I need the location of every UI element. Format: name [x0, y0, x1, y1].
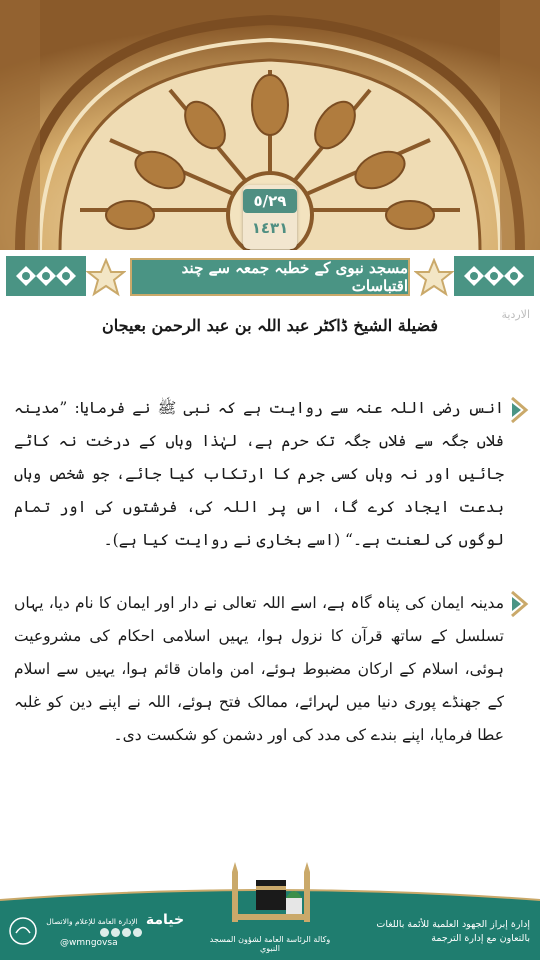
- chevron-right-icon: [510, 396, 530, 424]
- social-handle[interactable]: @wmngovsa: [60, 938, 118, 948]
- chevron-right-icon: [510, 590, 530, 618]
- page-title: مسجد نبوی کے خطبہ جمعہ سے چند اقتباسات: [130, 258, 410, 296]
- footer-media-text: الإدارة العامة للإعلام والاتصال: [46, 917, 138, 926]
- calligraphy-seal-logo: [8, 916, 38, 946]
- social-icons: [100, 928, 142, 937]
- hijri-year: ١٤٣١: [251, 219, 289, 237]
- twitter-icon[interactable]: [100, 928, 109, 937]
- footer-organization-text: [350, 918, 530, 946]
- snapchat-icon[interactable]: [133, 928, 142, 937]
- paragraph-hadith: انس رضی اللہ عنہ سے روایت ہے کہ نبی ﷺ نے فرمایا: ”مدینہ فلاں جگہ سے فلاں جگہ تک حرم ہے، لہٰذا وہاں کے درخت نہ کاٹے جائیں اور نہ وہاں کسی جرم کا ارتکاب کیا جائے، جو شخص وہاں بدعت ایجاد کرے گا، اس پر اللہ کی، فرشتوں کی اور تمام لوگوں کی لعنت ہے۔“ (اسے بخاری نے روایت کیا ہے)۔: [14, 399, 504, 549]
- star-ornament-right: [414, 258, 454, 298]
- date-badge: [243, 185, 297, 249]
- footer-presidency-text: وكالة الرئاسة العامة لشؤون المسجد النبوي: [209, 935, 331, 953]
- instagram-icon[interactable]: [111, 928, 120, 937]
- star-ornament-left: [86, 258, 126, 298]
- hijri-date: ٥/٢٩: [243, 189, 297, 213]
- mosque-emblem-logo: [228, 862, 314, 934]
- speaker-name: فضیلة الشیخ ڈاکٹر عبد اللہ بن عبد الرحمن بعیجان: [102, 316, 438, 335]
- youtube-icon[interactable]: [122, 928, 131, 937]
- language-tag: الاردية: [501, 308, 530, 321]
- footer-line-1: إدارة إبراز الجهود العلمية للأئمة باللغات: [376, 919, 530, 930]
- footer-brand-logo: خيامة: [145, 912, 185, 928]
- header-dome-artwork: [0, 0, 540, 250]
- paragraph-madinah: مدینہ ایمان کی پناہ گاہ ہے، اسے اللہ تعالی نے دار اور ایمان کا نام دیا، یہاں تسلسل کے ساتھ قرآن کا نزول ہوا، یہیں اسلامی احکام کی مشروعیت ہوئی، اسلام کے ارکان مضبوط ہوئے، امن وامان قائم ہوا، یہیں سے اسلام کے جھنڈے پوری دنیا میں لہرائے، ممالک فتح ہوئے، اللہ نے اپنے دین کو غلبہ عطا فرمایا، اپنے بندے کی مدد کی اور دشمن کو شکست دی۔: [14, 594, 504, 744]
- pattern-decoration-left: [6, 256, 86, 296]
- footer-line-2: بالتعاون مع إدارة الترجمة: [431, 933, 530, 944]
- pattern-decoration-right: [454, 256, 534, 296]
- title-band: [0, 250, 540, 300]
